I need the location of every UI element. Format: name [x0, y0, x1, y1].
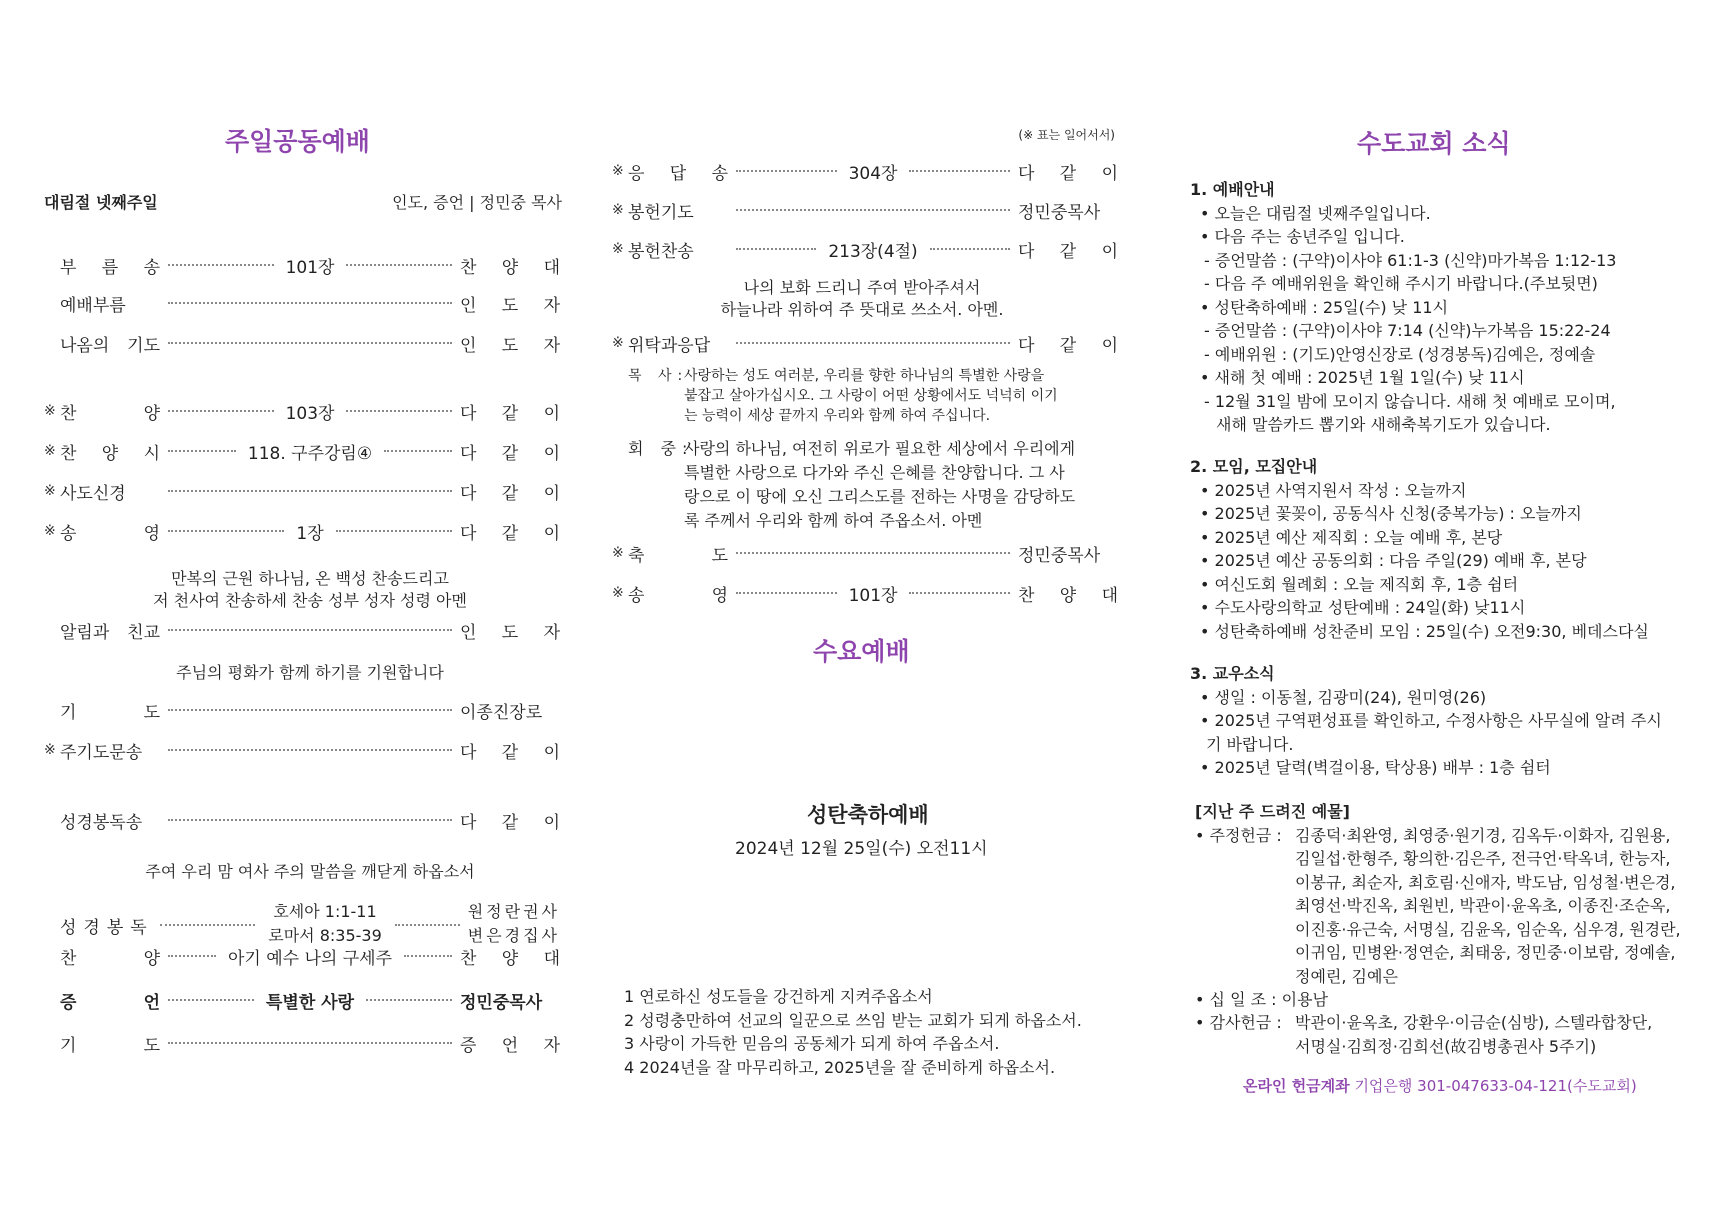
order-detail: 213장(4절) [828, 241, 918, 262]
order-performer: 인 도 자 [460, 335, 560, 356]
offering-names-line: 김종덕·최완영, 최영중·원기경, 김옥두·이화자, 김원용, [1295, 825, 1671, 845]
order-row [612, 330, 1118, 356]
order-label: 기 도 [60, 702, 160, 723]
doxology-line-1: 만복의 근원 하나님, 온 백성 찬송드리고 [171, 569, 449, 588]
reader-2: 변은경집사 [467, 926, 560, 945]
thanks-offering-label: • 감사헌금 : [1195, 1013, 1282, 1032]
order-row [612, 197, 1118, 223]
thanks-names-line: 서명실·김희정·김희선(故김병총권사 5주기) [1295, 1036, 1597, 1056]
news-item: 기 바랍니다. [1206, 734, 1294, 754]
news-item: • 2025년 구역편성표를 확인하고, 수정사항은 사무실에 알려 주시 [1200, 711, 1662, 730]
news-item: • 오늘은 대림절 넷째주일입니다. [1200, 203, 1431, 223]
christmas-worship-title: 성탄축하예배 [807, 803, 929, 827]
main-offering-label: • 주정헌금 : [1195, 825, 1282, 845]
news-item: - 예배위원 : (기도)안영신장로 (성경봉독)김예은, 정예솔 [1204, 344, 1596, 364]
news-item: • 성탄축하예배 : 25일(수) 낮 11시 [1200, 297, 1449, 317]
peace-text: 주님의 평화가 함께 하기를 기원합니다 [176, 663, 444, 682]
news-item: • 성탄축하예배 성찬준비 모임 : 25일(수) 오전9:30, 베데스다실 [1200, 621, 1649, 641]
order-performer: 정민중목사 [1018, 202, 1101, 223]
stand-mark: ※ [612, 585, 624, 601]
stand-mark: ※ [44, 483, 56, 499]
order-label: 사도신경 [60, 483, 126, 504]
main-offering-names [1295, 824, 1681, 989]
order-performer: 다 같 이 [460, 812, 560, 833]
leader-info: 인도, 증언 | 정민중 목사 [392, 193, 562, 212]
scripture-reading-label: 성경봉독 [60, 918, 154, 938]
order-label: 찬 양 [60, 948, 160, 969]
offerings-heading: [지난 주 드려진 예물] [1195, 802, 1350, 821]
news-item: • 생일 : 이동철, 김광미(24), 원미영(26) [1200, 687, 1487, 707]
order-label: 증 언 [60, 992, 160, 1013]
news-section-3-heading: 3. 교우소식 [1190, 664, 1275, 683]
order-performer: 다 같 이 [1018, 163, 1118, 184]
order-performer: 찬 양 대 [460, 948, 561, 969]
order-label: 예배부름 [60, 295, 126, 316]
order-performer: 인 도 자 [460, 622, 560, 643]
pastor-line-2: 붙잡고 살아가십시오. 그 사랑이 어떤 상황에서도 넉넉히 이기 [684, 388, 1058, 404]
order-performer: 다 같 이 [460, 483, 560, 504]
thanks-names-line: 박관이·윤옥초, 강환우·이금순(심방), 스텔라합창단, [1295, 1013, 1653, 1032]
online-offering-label: 온라인 헌금계좌 [1243, 1077, 1350, 1095]
stand-mark: ※ [44, 403, 56, 419]
news-section-1-heading: 1. 예배안내 [1190, 180, 1275, 199]
order-detail: 118. 구주강림④ [247, 443, 373, 464]
prayer-item-1: 1 연로하신 성도들을 강건하게 지켜주옵소서 [624, 987, 933, 1006]
order-row [44, 987, 560, 1013]
sunday-worship-title: 주일공동예배 [225, 127, 370, 156]
order-performer: 다 같 이 [460, 523, 560, 544]
stand-mark: ※ [612, 545, 624, 561]
order-label: 나옴의 기도 [60, 335, 160, 356]
scripture-passages [255, 900, 395, 948]
order-performer: 다 같 이 [460, 742, 560, 763]
offering-names-line: 정예린, 김예은 [1295, 966, 1398, 986]
news-item: - 증언말씀 : (구약)이사야 7:14 (신약)누가복음 15:22-24 [1204, 321, 1611, 340]
order-performer: 찬 양 대 [1018, 585, 1118, 606]
passage-1: 호세아 1:1-11 [273, 902, 377, 921]
offering-names-line: 최영선·박진옥, 최원빈, 박관이·윤옥초, 이종진·조순옥, [1295, 896, 1671, 915]
order-label: 송 영 [60, 523, 160, 544]
order-label: 송 영 [628, 585, 728, 606]
news-item: • 2025년 예산 제직회 : 오늘 예배 후, 본당 [1200, 527, 1503, 547]
doxology-text [60, 568, 560, 612]
order-row [44, 290, 560, 316]
online-offering [1243, 1075, 1637, 1096]
order-label: 봉헌기도 [628, 202, 694, 223]
order-performer: 다 같 이 [460, 443, 560, 464]
news-section-3 [1190, 662, 1662, 780]
order-label: 봉헌찬송 [628, 241, 694, 262]
news-item: 새해 말씀카드 뽑기와 새해축복기도가 있습니다. [1216, 415, 1551, 434]
order-performer: 정민중목사 [1018, 545, 1101, 566]
news-item: • 2025년 사역지원서 작성 : 오늘까지 [1200, 480, 1467, 500]
order-detail: 101장 [285, 257, 335, 278]
church-news-title: 수도교회 소식 [1357, 129, 1511, 158]
offering-hymn-text [612, 277, 1112, 321]
doxology-line-2: 저 천사여 찬송하세 찬송 성부 성자 성령 아멘 [153, 591, 467, 610]
order-row [612, 236, 1118, 262]
prayer-item-3: 3 사랑이 가득한 믿음의 공동체가 되게 하여 주옵소서. [624, 1034, 1000, 1053]
order-label: 성경봉독송 [60, 812, 143, 833]
order-label: 부 름 송 [60, 257, 160, 278]
order-row [44, 617, 560, 643]
order-detail: 1장 [296, 523, 324, 544]
pastor-line-1: 사랑하는 성도 여러분, 우리를 향한 하나님의 특별한 사랑을 [684, 368, 1045, 384]
news-item: • 다음 주는 송년주일 입니다. [1200, 227, 1405, 246]
order-row [612, 580, 1118, 606]
news-item: - 증언말씀 : (구약)이사야 61:1-3 (신약)마가복음 1:12-13 [1204, 250, 1617, 270]
order-label: 주기도문송 [60, 742, 143, 763]
news-item: • 새해 첫 예배 : 2025년 1월 1일(수) 낮 11시 [1200, 368, 1525, 387]
order-detail: 아기 예수 나의 구세주 [228, 948, 393, 969]
congregation-line-2: 특별한 사랑으로 다가와 주신 은혜를 찬양합니다. 그 사 [684, 463, 1065, 482]
scripture-readers [460, 900, 560, 948]
congregation-line-4: 록 주께서 우리와 함께 하여 주옵소서. 아멘 [684, 511, 983, 530]
order-row [612, 158, 1118, 184]
order-label: 위탁과응답 [628, 335, 711, 356]
stand-mark: ※ [44, 523, 56, 539]
order-row [44, 478, 560, 504]
reader-1: 원정란권사 [467, 902, 560, 921]
stand-mark: ※ [612, 241, 624, 257]
order-label: 기 도 [60, 1035, 160, 1056]
tithe-line: • 십 일 조 : 이용남 [1195, 989, 1328, 1009]
news-section-1 [1190, 178, 1616, 437]
order-row [44, 518, 560, 544]
prayer-list [624, 985, 1082, 1079]
order-row [44, 398, 560, 424]
scripture-reading-row [60, 900, 560, 948]
stand-mark: ※ [44, 742, 56, 758]
order-performer: 정민중목사 [460, 992, 543, 1013]
thanks-offering-names [1295, 1011, 1652, 1058]
order-performer: 다 같 이 [1018, 335, 1118, 356]
offering-names-line: 이진홍·유근숙, 서명실, 김윤옥, 임순옥, 심우경, 원경란, [1295, 919, 1681, 939]
news-section-2-heading: 2. 모임, 모집안내 [1190, 457, 1318, 476]
order-performer: 다 같 이 [460, 403, 560, 424]
order-detail: 101장 [848, 585, 898, 606]
offering-line-1: 나의 보화 드리니 주여 받아주셔서 [743, 278, 981, 297]
christmas-worship-date: 2024년 12월 25일(수) 오전11시 [735, 839, 988, 859]
congregation-line-1: 사랑의 하나님, 여전히 위로가 필요한 세상에서 우리에게 [684, 439, 1076, 458]
order-row [44, 807, 560, 833]
congregation-label: 회 중: [628, 439, 694, 458]
stand-note: (※ 표는 일어서서) [1018, 128, 1115, 142]
order-row [44, 1030, 560, 1056]
order-row [44, 737, 560, 763]
order-performer: 인 도 자 [460, 295, 560, 316]
offering-line-2: 하늘나라 위하여 주 뜻대로 쓰소서. 아멘. [720, 300, 1004, 319]
scripture-prayer-text: 주여 우리 맘 여사 주의 말씀을 깨닫게 하옵소서 [145, 862, 475, 881]
offering-names-line: 김일섭·한형주, 황의한·김은주, 전극언·탁옥녀, 한능자, [1295, 849, 1671, 868]
news-item: • 2025년 예산 공동의회 : 다음 주일(29) 예배 후, 본당 [1200, 551, 1587, 570]
order-label: 축 도 [628, 545, 728, 566]
online-offering-account: 기업은행 301-047633-04-121(수도교회) [1354, 1077, 1637, 1095]
order-label: 응 답 송 [628, 163, 728, 184]
order-row [612, 540, 1118, 566]
offering-names-line: 이봉규, 최순자, 최호림·신애자, 박도남, 임성철·변은경, [1295, 872, 1676, 892]
prayer-item-4: 4 2024년을 잘 마무리하고, 2025년을 잘 준비하게 하옵소서. [624, 1057, 1056, 1077]
congregation-line-3: 랑으로 이 땅에 오신 그리스도를 전하는 사명을 감당하도 [684, 487, 1076, 506]
prayer-item-2: 2 성령충만하여 선교의 일꾼으로 쓰임 받는 교회가 되게 하옵소서. [624, 1010, 1082, 1030]
order-row [44, 697, 560, 723]
order-row [44, 330, 560, 356]
news-item: • 2025년 달력(벽걸이용, 탁상용) 배부 : 1층 쉼터 [1200, 758, 1551, 777]
order-detail: 103장 [285, 403, 335, 424]
pastor-line-3: 는 능력이 세상 끝까지 우리와 함께 하여 주십니다. [684, 408, 991, 424]
order-label: 찬 양 시 [60, 443, 160, 464]
order-label: 알림과 친교 [60, 622, 160, 643]
order-performer: 증 언 자 [460, 1035, 560, 1056]
offering-names-line: 이귀임, 민병완·정연순, 최태웅, 정민중·이보람, 정예솔, [1295, 943, 1676, 962]
news-item: • 수도사랑의학교 성탄예배 : 24일(화) 낮11시 [1200, 598, 1526, 617]
wednesday-worship-title: 수요예배 [813, 637, 910, 666]
news-section-2 [1190, 455, 1649, 643]
stand-mark: ※ [612, 202, 624, 218]
order-row [44, 438, 560, 464]
order-performer: 찬 양 대 [460, 257, 560, 278]
stand-mark: ※ [44, 443, 56, 459]
order-performer: 이종진장로 [460, 702, 543, 723]
news-item: • 2025년 꽃꽂이, 공동식사 신청(중복가능) : 오늘까지 [1200, 504, 1582, 523]
order-row [44, 252, 560, 278]
news-item: • 여신도회 월례회 : 오늘 제직회 후, 1층 쉼터 [1200, 574, 1519, 594]
news-item: - 다음 주 예배위원을 확인해 주시기 바랍니다.(주보뒷면) [1204, 274, 1598, 293]
pastor-label: 목 사: [628, 368, 689, 384]
stand-mark: ※ [612, 335, 624, 351]
order-detail: 304장 [848, 163, 898, 184]
order-performer: 다 같 이 [1018, 241, 1118, 262]
order-label: 찬 양 [60, 403, 160, 424]
sunday-name: 대림절 넷째주일 [44, 193, 158, 212]
news-item: - 12월 31일 밤에 모이지 않습니다. 새해 첫 예배로 모이며, [1204, 391, 1616, 411]
passage-2: 로마서 8:35-39 [268, 926, 382, 945]
stand-mark: ※ [612, 163, 624, 179]
order-detail: 특별한 사랑 [265, 992, 355, 1013]
offerings-section [1195, 800, 1681, 1058]
